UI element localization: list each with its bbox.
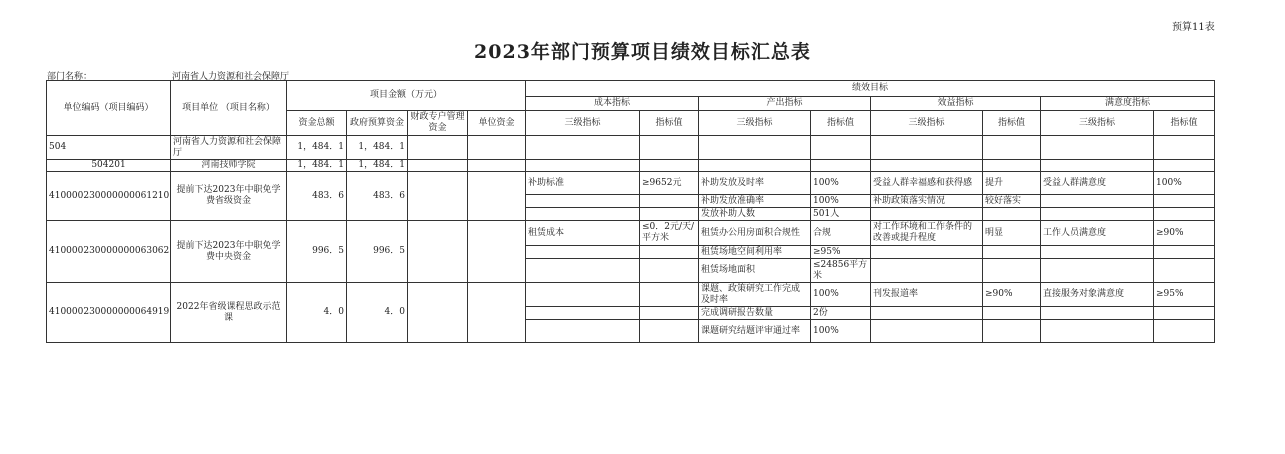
output-value-cell: 2份 [811,307,871,320]
header-unit-code: 单位编码（项目编码） [47,81,171,136]
cost-value-cell: ≤0．2元/天/平方米 [640,221,699,246]
benefit-indicator-cell: 受益人群幸福感和获得感 [871,172,983,195]
cost-indicator-cell [526,320,640,343]
cost-indicator-cell [526,246,640,259]
project-code-cell: 410000230000000064919 [47,283,171,343]
project-total-cell: 483．6 [287,172,347,221]
cost-value-cell [640,208,699,221]
sub-code-cell: 504201 [47,160,171,172]
output-value-cell: 501人 [811,208,871,221]
benefit-indicator-cell [871,246,983,259]
dept-total-cell: 1，484．1 [287,136,347,160]
satisfaction-value-cell [1154,246,1215,259]
header-benefit-value: 指标值 [983,111,1041,136]
table-row [47,172,1215,195]
cost-value-cell [640,246,699,259]
output-indicator-cell: 发放补助人数 [699,208,811,221]
satisfaction-value-cell: ≥95% [1154,283,1215,307]
output-value-cell: 100% [811,195,871,208]
table-row [47,136,1215,160]
cost-indicator-cell [526,208,640,221]
cost-indicator-cell: 补助标准 [526,172,640,195]
header-amount-group: 项目金额（万元） [287,81,526,111]
benefit-indicator-cell: 补助政策落实情况 [871,195,983,208]
satisfaction-value-cell: 100% [1154,172,1215,195]
header-unit-funds: 单位资金 [468,111,526,136]
project-name-cell: 提前下达2023年中职免学费省级资金 [171,172,287,221]
output-value-cell: ≥95% [811,246,871,259]
cost-value-cell [640,307,699,320]
satisfaction-indicator-cell [1041,195,1154,208]
output-indicator-cell: 租赁办公用房面积合规性 [699,221,811,246]
output-value-cell: ≤24856平方米 [811,259,871,283]
project-name-cell: 2022年省级课程思政示范课 [171,283,287,343]
satisfaction-value-cell [1154,320,1215,343]
cost-indicator-cell: 租赁成本 [526,221,640,246]
header-unit-name: 项目单位 （项目名称） [171,81,287,136]
output-value-cell: 100% [811,172,871,195]
output-indicator-cell: 补助发放准确率 [699,195,811,208]
output-indicator-cell: 租赁场地面积 [699,259,811,283]
output-indicator-cell: 课题、政策研究工作完成及时率 [699,283,811,307]
satisfaction-indicator-cell [1041,208,1154,221]
header-output-value: 指标值 [811,111,871,136]
dept-code-cell: 504 [47,136,171,160]
satisfaction-indicator-cell [1041,246,1154,259]
cost-indicator-cell [526,259,640,283]
table-row [47,221,1215,246]
satisfaction-value-cell [1154,307,1215,320]
cost-value-cell [640,283,699,307]
header-cost-indicator: 成本指标 [526,97,699,111]
satisfaction-value-cell: ≥90% [1154,221,1215,246]
header-output-level3: 三级指标 [699,111,811,136]
output-indicator-cell: 租赁场地空间利用率 [699,246,811,259]
header-cost-level3: 三级指标 [526,111,640,136]
benefit-value-cell: 提升 [983,172,1041,195]
benefit-value-cell [983,307,1041,320]
benefit-indicator-cell [871,259,983,283]
benefit-indicator-cell [871,307,983,320]
header-satisfaction-indicator: 满意度指标 [1041,97,1215,111]
header-satisfaction-value: 指标值 [1154,111,1215,136]
project-total-cell: 4．0 [287,283,347,343]
sub-gov-cell: 1，484．1 [347,160,408,172]
satisfaction-indicator-cell [1041,320,1154,343]
header-special-account-funds: 财政专户管理资金 [408,111,468,136]
page-number-label: 预算11表 [1172,22,1215,33]
satisfaction-indicator-cell: 工作人员满意度 [1041,221,1154,246]
project-gov-cell: 996．5 [347,221,408,283]
benefit-value-cell: ≥90% [983,283,1041,307]
cost-value-cell [640,195,699,208]
sub-total-cell: 1，484．1 [287,160,347,172]
benefit-indicator-cell [871,320,983,343]
performance-target-table [46,80,1215,343]
satisfaction-indicator-cell: 受益人群满意度 [1041,172,1154,195]
project-name-cell: 提前下达2023年中职免学费中央资金 [171,221,287,283]
cost-value-cell: ≥9652元 [640,172,699,195]
sub-name-cell: 河南技师学院 [171,160,287,172]
dept-name-cell: 河南省人力资源和社会保障厅 [171,136,287,160]
table-row [47,283,1215,307]
project-total-cell: 996．5 [287,221,347,283]
header-performance-group: 绩效目标 [526,81,1215,97]
benefit-value-cell [983,320,1041,343]
cost-indicator-cell [526,195,640,208]
satisfaction-indicator-cell: 直接服务对象满意度 [1041,283,1154,307]
department-label: 部门名称： [47,72,93,82]
output-indicator-cell: 补助发放及时率 [699,172,811,195]
project-code-cell: 410000230000000063062 [47,221,171,283]
header-gov-budget-funds: 政府预算资金 [347,111,408,136]
header-satisfaction-level3: 三级指标 [1041,111,1154,136]
cost-indicator-cell [526,283,640,307]
cost-indicator-cell [526,307,640,320]
benefit-value-cell: 明显 [983,221,1041,246]
satisfaction-indicator-cell [1041,307,1154,320]
output-indicator-cell: 完成调研报告数量 [699,307,811,320]
department-name: 河南省人力资源和社会保障厅 [172,72,290,82]
cost-value-cell [640,320,699,343]
project-gov-cell: 4．0 [347,283,408,343]
header-benefit-indicator: 效益指标 [871,97,1041,111]
table-row [47,160,1215,172]
header-benefit-level3: 三级指标 [871,111,983,136]
satisfaction-value-cell [1154,259,1215,283]
benefit-value-cell [983,208,1041,221]
header-cost-value: 指标值 [640,111,699,136]
output-value-cell: 100% [811,320,871,343]
benefit-value-cell [983,246,1041,259]
benefit-indicator-cell [871,208,983,221]
benefit-indicator-cell: 刊发报道率 [871,283,983,307]
satisfaction-value-cell [1154,208,1215,221]
header-total-funds: 资金总额 [287,111,347,136]
project-gov-cell: 483．6 [347,172,408,221]
benefit-value-cell: 较好落实 [983,195,1041,208]
page-title: 2023年部门预算项目绩效目标汇总表 [474,41,811,63]
project-code-cell: 410000230000000061210 [47,172,171,221]
satisfaction-value-cell [1154,195,1215,208]
header-output-indicator: 产出指标 [699,97,871,111]
benefit-value-cell [983,259,1041,283]
output-value-cell: 合规 [811,221,871,246]
dept-gov-cell: 1，484．1 [347,136,408,160]
output-indicator-cell: 课题研究结题评审通过率 [699,320,811,343]
cost-value-cell [640,259,699,283]
output-value-cell: 100% [811,283,871,307]
benefit-indicator-cell: 对工作环境和工作条件的改善或提升程度 [871,221,983,246]
satisfaction-indicator-cell [1041,259,1154,283]
